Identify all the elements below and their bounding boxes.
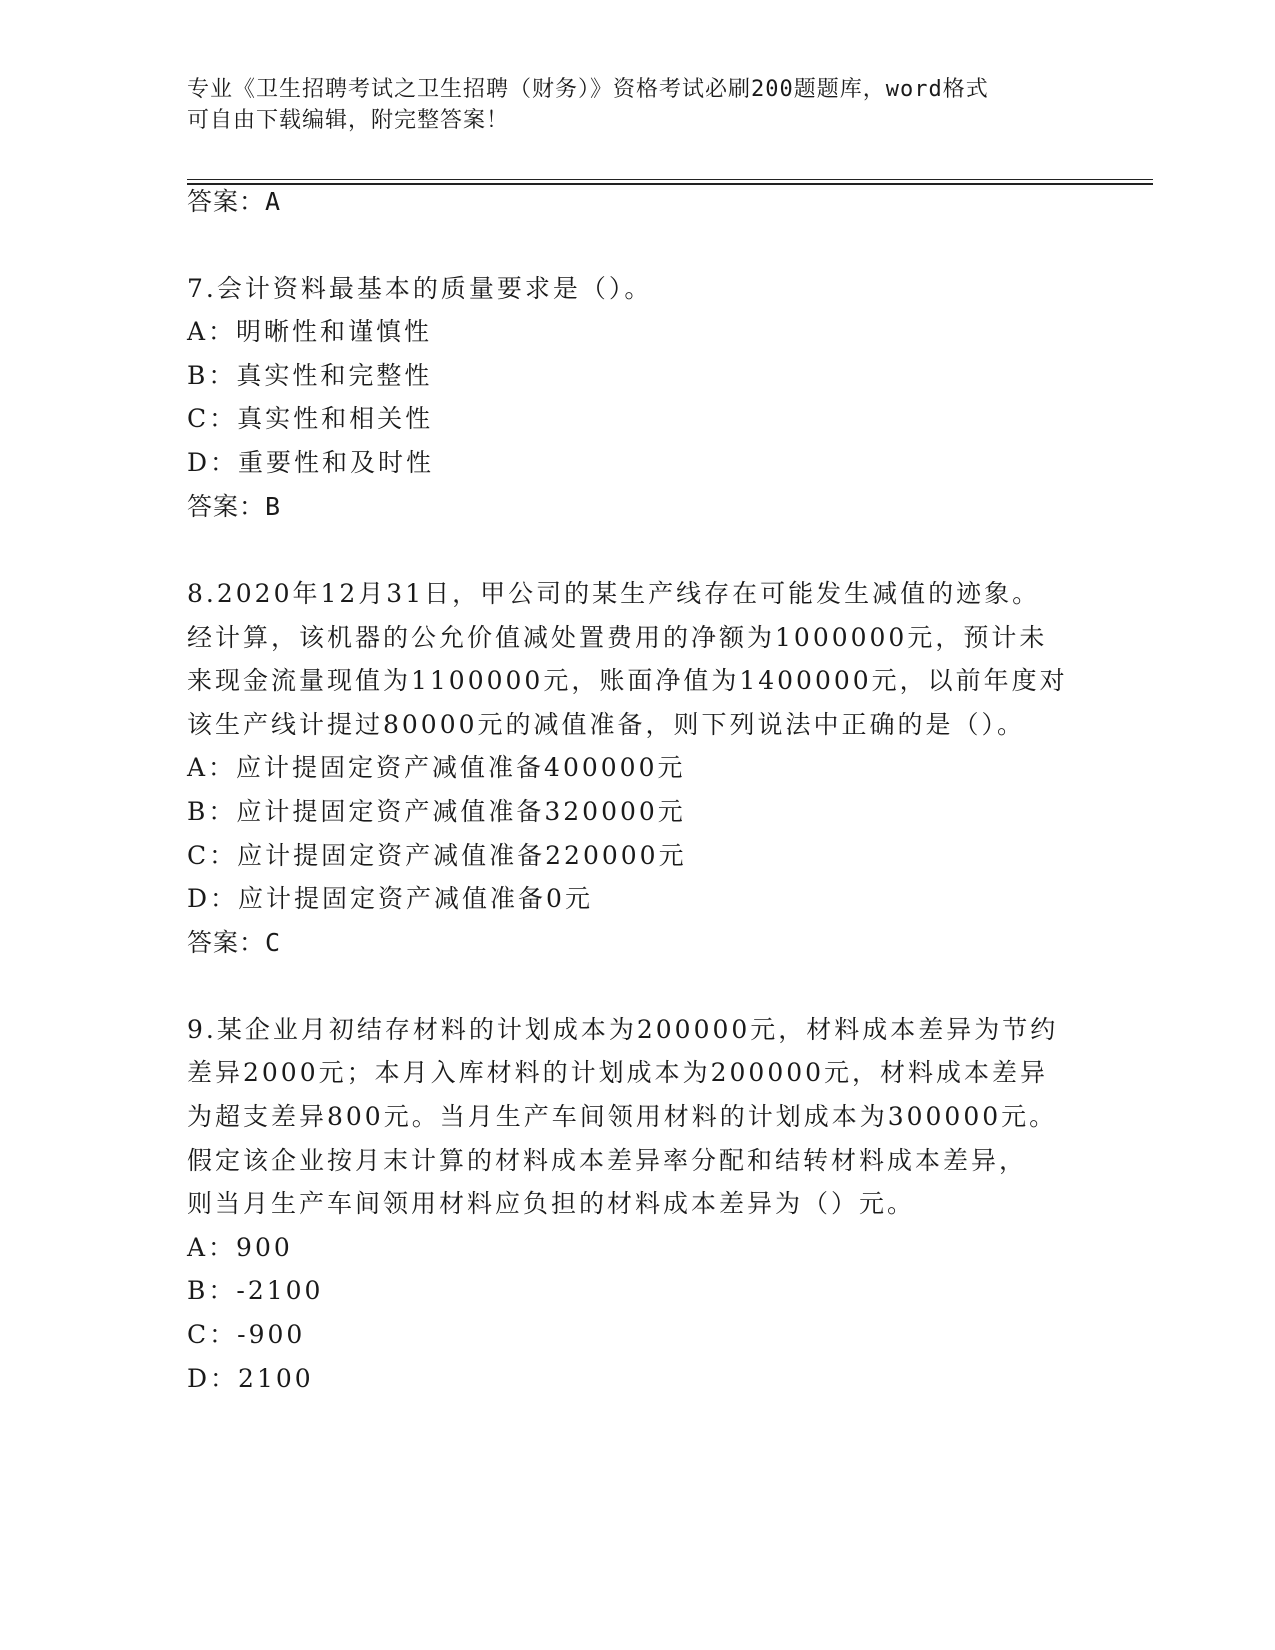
question-9-stem-line-5: 则当月生产车间领用材料应负担的材料成本差异为（）元。 xyxy=(187,1189,916,1218)
question-9-stem-line-1: 9.某企业月初结存材料的计划成本为200000元，材料成本差异为节约 xyxy=(187,1015,1059,1044)
header-line-1: 专业《卫生招聘考试之卫生招聘（财务）》资格考试必刷200题题库，word格式 xyxy=(187,77,989,102)
answer-q6: 答案：A xyxy=(187,187,282,216)
question-7-option-d: D：重要性和及时性 xyxy=(187,448,435,477)
header-line-2: 可自由下载编辑，附完整答案！ xyxy=(187,108,510,133)
answer-q8: 答案：C xyxy=(187,928,282,957)
question-7-option-b: B：真实性和完整性 xyxy=(187,361,433,390)
question-9-stem-line-4: 假定该企业按月末计算的材料成本差异率分配和结转材料成本差异， xyxy=(187,1146,1028,1175)
question-9-option-c: C：-900 xyxy=(187,1320,306,1349)
question-9-stem-line-3: 为超支差异800元。当月生产车间领用材料的计划成本为300000元。 xyxy=(187,1102,1058,1131)
question-7-option-a: A：明晰性和谨慎性 xyxy=(187,317,433,346)
question-8-option-c: C：应计提固定资产减值准备220000元 xyxy=(187,841,687,870)
answer-q7: 答案：B xyxy=(187,492,282,521)
question-8-stem-line-4: 该生产线计提过80000元的减值准备，则下列说法中正确的是（）。 xyxy=(187,710,1026,739)
question-8-option-b: B：应计提固定资产减值准备320000元 xyxy=(187,797,686,826)
question-8-option-a: A：应计提固定资产减值准备400000元 xyxy=(187,753,686,782)
question-7-option-c: C：真实性和相关性 xyxy=(187,404,434,433)
question-8-stem-line-1: 8.2020年12月31日，甲公司的某生产线存在可能发生减值的迹象。 xyxy=(187,579,1041,608)
question-8-stem-line-3: 来现金流量现值为1100000元，账面净值为1400000元，以前年度对 xyxy=(187,666,1068,695)
question-8-option-d: D：应计提固定资产减值准备0元 xyxy=(187,884,593,913)
question-9-option-b: B：-2100 xyxy=(187,1276,324,1305)
header-divider xyxy=(187,179,1153,180)
question-8-stem-line-2: 经计算，该机器的公允价值减处置费用的净额为1000000元，预计未 xyxy=(187,623,1048,652)
question-9-stem-line-2: 差异2000元；本月入库材料的计划成本为200000元，材料成本差异 xyxy=(187,1058,1049,1087)
question-9-option-d: D：2100 xyxy=(187,1364,314,1393)
question-9-option-a: A：900 xyxy=(187,1233,293,1262)
question-7-stem: 7.会计资料最基本的质量要求是（）。 xyxy=(187,274,653,303)
document-header xyxy=(187,74,1067,136)
header-divider-thick xyxy=(187,183,1153,185)
